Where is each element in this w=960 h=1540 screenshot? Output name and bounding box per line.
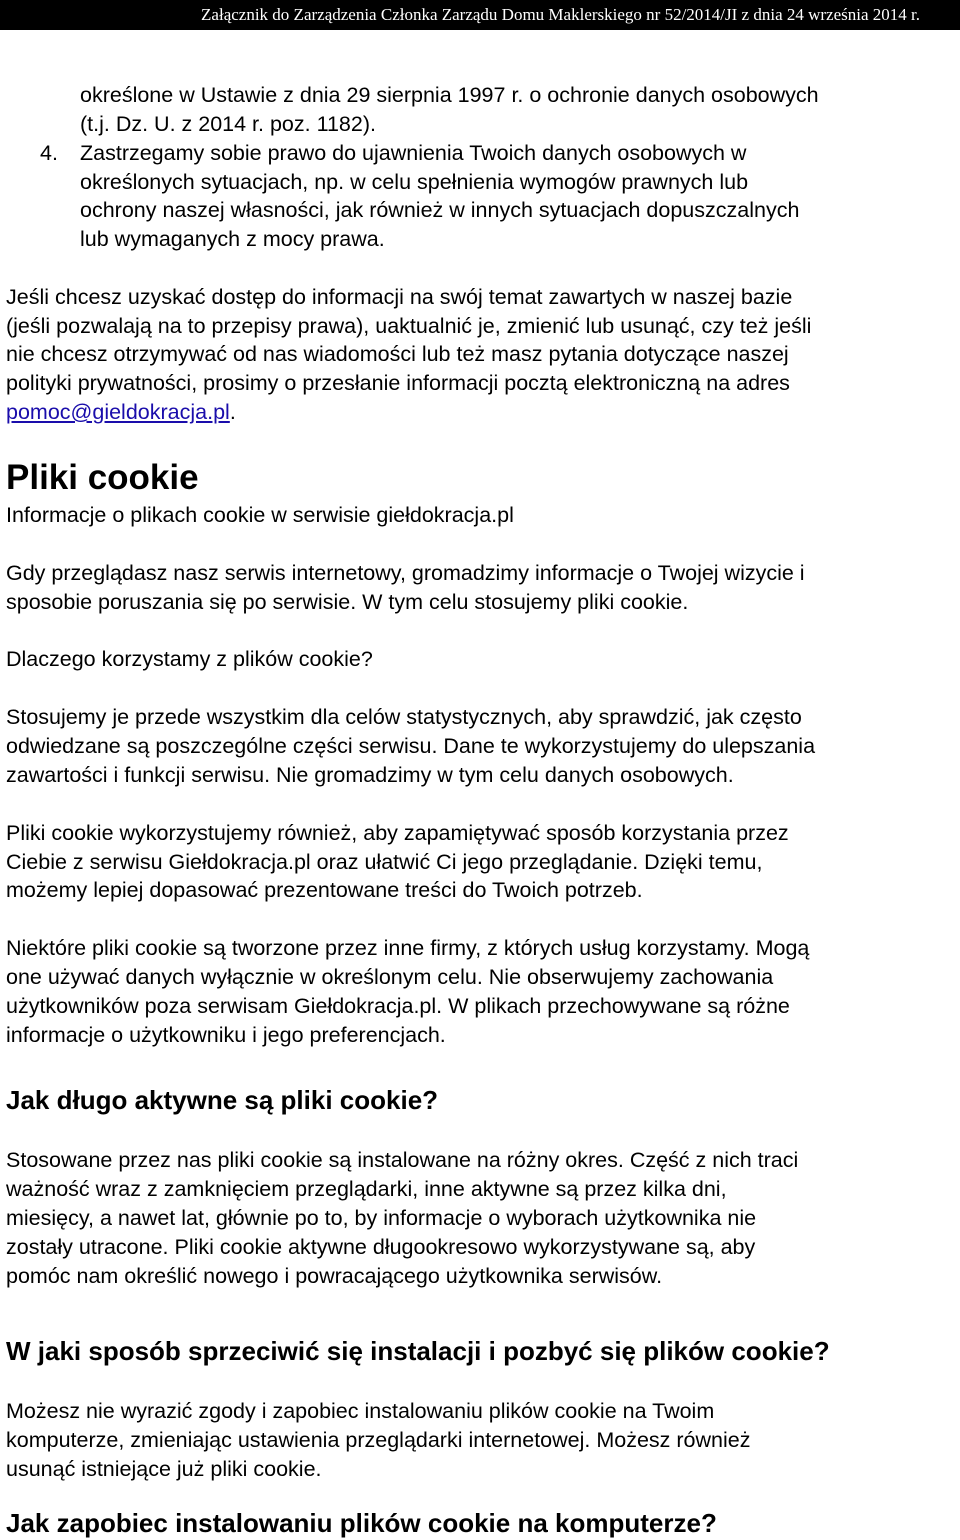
- item4-line-4: lub wymaganych z mocy prawa.: [80, 227, 385, 251]
- opt-out-line-1: Możesz nie wyrazić zgody i zapobiec instalowaniu plików cookie na Twoim: [6, 1399, 715, 1423]
- access-line-1: Jeśli chcesz uzyskać dostęp do informacji na swój temat zawartych w naszej bazie: [6, 285, 793, 309]
- opt-out-line-3: usunąć istniejące już pliki cookie.: [6, 1457, 322, 1481]
- cookies-intro-line-2: sposobie poruszania się po serwisie. W tym celu stosujemy pliki cookie.: [6, 590, 689, 614]
- opt-out-heading: W jaki sposób sprzeciwić się instalacji i pozbyć się plików cookie?: [6, 1336, 830, 1366]
- item4-line-1: Zastrzegamy sobie prawo do ujawnienia Twoich danych osobowych w: [80, 141, 747, 165]
- why-p1-line-1: Stosujemy je przede wszystkim dla celów statystycznych, aby sprawdzić, jak często: [6, 705, 802, 729]
- how-long-line-4: zostały utracone. Pliki cookie aktywne długookresowo wykorzystywane są, aby: [6, 1235, 756, 1259]
- page-header-banner: Załącznik do Zarządzenia Członka Zarządu Domu Maklerskiego nr 52/2014/JI z dnia 24 września 2014 r.: [0, 0, 960, 30]
- cookies-subtitle: Informacje o plikach cookie w serwisie giełdokracja.pl: [6, 503, 514, 527]
- item3-line-2: (t.j. Dz. U. z 2014 r. poz. 1182).: [80, 112, 376, 136]
- how-long-heading: Jak długo aktywne są pliki cookie?: [6, 1085, 439, 1115]
- item4-line-2: określonych sytuacjach, np. w celu spełnienia wymogów prawnych lub: [80, 170, 749, 194]
- item4-line-3: ochrony naszej własności, jak również w innych sytuacjach dopuszczalnych: [80, 198, 800, 222]
- access-line-3: nie chcesz otrzymywać od nas wiadomości lub też masz pytania dotyczące naszej: [6, 342, 789, 366]
- why-p2-line-2: Ciebie z serwisu Giełdokracja.pl oraz ułatwić Ci jego przeglądanie. Dzięki temu,: [6, 850, 763, 874]
- email-suffix: .: [229, 400, 236, 424]
- why-p3-line-2: one używać danych wyłącznie w określonym celu. Nie obserwujemy zachowania: [6, 965, 774, 989]
- cookies-title: Pliki cookie: [6, 458, 199, 497]
- email-link[interactable]: pomoc@gieldokracja.pl: [6, 400, 230, 424]
- why-p3-line-4: informacje o użytkowniku i jego preferencjach.: [6, 1023, 446, 1047]
- how-long-line-3: miesięcy, a nawet lat, głównie po to, by informacje o wyborach użytkownika nie: [6, 1206, 757, 1230]
- access-line-2: (jeśli pozwalają na to przepisy prawa), uaktualnić je, zmienić lub usunąć, czy też jeśli: [6, 314, 812, 338]
- cookies-intro-line-1: Gdy przeglądasz nasz serwis internetowy, gromadzimy informacje o Twojej wizycie i: [6, 561, 805, 585]
- how-long-line-5: pomóc nam określić nowego i powracającego użytkownika serwisów.: [6, 1264, 663, 1288]
- opt-out-line-2: komputerze, zmieniając ustawienia przeglądarki internetowej. Możesz również: [6, 1428, 751, 1452]
- item4-number: 4.: [40, 141, 58, 165]
- why-p2-line-1: Pliki cookie wykorzystujemy również, aby zapamiętywać sposób korzystania przez: [6, 821, 789, 845]
- prevent-heading: Jak zapobiec instalowaniu plików cookie na komputerze?: [6, 1508, 717, 1538]
- why-p2-line-3: możemy lepiej dopasować prezentowane treści do Twoich potrzeb.: [6, 878, 643, 902]
- why-p1-line-2: odwiedzane są poszczególne części serwisu. Dane te wykorzystujemy do ulepszania: [6, 734, 816, 758]
- access-line-5: [6, 399, 236, 425]
- how-long-line-2: ważność wraz z zamknięciem przeglądarki, inne aktywne są przez kilka dni,: [6, 1177, 727, 1201]
- why-p3-line-3: użytkowników poza serwisam Giełdokracja.pl. W plikach przechowywane są różne: [6, 994, 790, 1018]
- item3-line-1: określone w Ustawie z dnia 29 sierpnia 1997 r. o ochronie danych osobowych: [80, 83, 819, 107]
- why-p1-line-3: zawartości i funkcji serwisu. Nie gromadzimy w tym celu danych osobowych.: [6, 763, 734, 787]
- access-line-4: polityki prywatności, prosimy o przesłanie informacji pocztą elektroniczną na adres: [6, 371, 790, 395]
- why-p3-line-1: Niektóre pliki cookie są tworzone przez inne firmy, z których usług korzystamy. Mogą: [6, 936, 810, 960]
- why-question: Dlaczego korzystamy z plików cookie?: [6, 647, 373, 671]
- how-long-line-1: Stosowane przez nas pliki cookie są instalowane na różny okres. Część z nich traci: [6, 1148, 799, 1172]
